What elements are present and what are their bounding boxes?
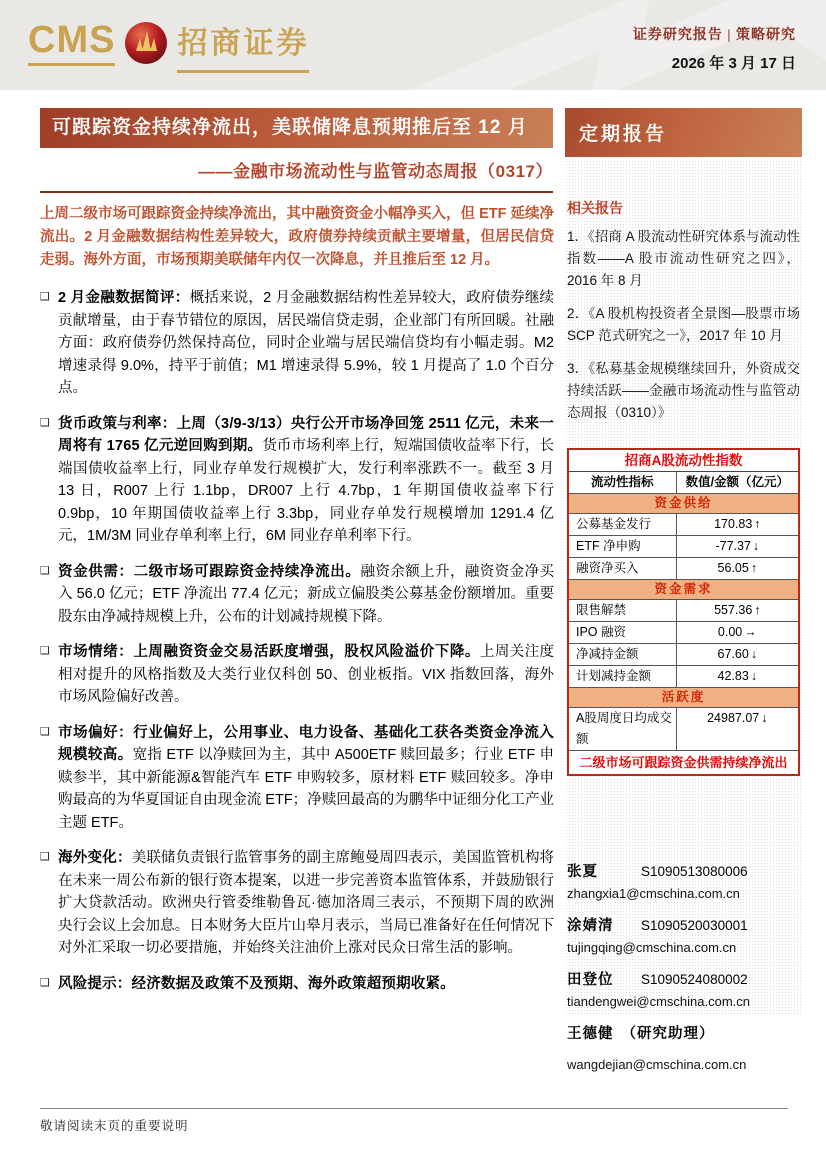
table-row: 限售解禁 557.36 ↑ xyxy=(569,600,798,622)
report-subtitle-row xyxy=(40,157,553,193)
analyst-name: 田登位 xyxy=(567,972,614,988)
analyst-email[interactable]: zhangxia1@cmschina.com.cn xyxy=(567,886,740,901)
right-arrow-icon: → xyxy=(744,625,757,639)
up-arrow-icon: ↑ xyxy=(754,603,761,617)
table-row: 公募基金发行 170.83 ↑ xyxy=(569,514,798,536)
report-type-badge: 定期报告 xyxy=(565,108,802,157)
analyst-email[interactable]: tujingqing@cmschina.com.cn xyxy=(567,940,737,955)
analyst-name: 王德健 xyxy=(567,1026,614,1042)
cms-emblem-icon xyxy=(123,20,169,66)
down-arrow-icon: ↓ xyxy=(752,539,760,553)
down-arrow-icon: ↓ xyxy=(750,647,758,661)
bullet-lead: 货币政策与利率：上周（3/9-3/13）央行公开市场净回笼 2511 亿元，未来一周将有 1765 亿元逆回购到期。 xyxy=(58,415,554,454)
analyst-wangdejian xyxy=(567,1022,800,1072)
bullet-body: 上周关注度相对提升的风格指数及大类行业仅科创 50、创业板指。VIX 指数回落，海外市场风险偏好改善。 xyxy=(58,644,555,705)
report-date: 2026 年 3 月 17 日 xyxy=(671,55,796,72)
table-header-row xyxy=(569,472,798,494)
bullet-lead: 市场偏好：行业偏好上，公用事业、电力设备、基础化工获各类资金净流入规模较高。 xyxy=(58,724,554,763)
related-report-3: 3．《私募基金规模继续回升，外资成交持续活跃——金融市场流动性与监管动态周报（0310）》 xyxy=(567,361,800,420)
cms-logo xyxy=(28,18,309,73)
analyst-zhangxia xyxy=(567,860,800,901)
bullet-item-market-sentiment xyxy=(40,641,554,709)
square-bullet-icon: ❑ xyxy=(40,564,50,577)
related-report-2: 2．《A 股机构投资者全景图—股票市场 SCP 范式研究之一》，2017 年 10 月 xyxy=(567,306,800,343)
table-header-indicator: 流动性指标 xyxy=(569,472,677,493)
bullet-item-fund-supply-demand xyxy=(40,561,554,629)
report-title: 可跟踪资金持续净流出，美联储降息预期推后至 12 月 xyxy=(40,108,553,148)
table-row: 净减持金额 67.60 ↓ xyxy=(569,644,798,666)
related-report-1: 1．《招商 A 股流动性研究体系与流动性指数——A 股市流动性研究之四》，2016 年 8 月 xyxy=(567,229,800,288)
bullet-item-overseas-changes xyxy=(40,847,554,960)
table-row: 计划减持金额 42.83 ↓ xyxy=(569,666,798,688)
bullet-body: 融资余额上升，融资资金净买入 56.0 亿元；ETF 净流出 77.4 亿元；新成立偏股类公募基金份额增加。重要股东由净减持规模上升，公布的计划减持规模下降。 xyxy=(58,563,554,625)
bullet-lead: 2 月金融数据简评： xyxy=(58,290,190,306)
down-arrow-icon: ↓ xyxy=(761,711,768,725)
bullet-item-monetary-policy xyxy=(40,413,554,548)
analyst-email[interactable]: tiandengwei@cmschina.com.cn xyxy=(567,994,751,1009)
table-conclusion: 二级市场可跟踪资金供需持续净流出 xyxy=(579,755,788,770)
bullet-lead: 市场情绪：上周融资资金交易活跃度增强，股权风险溢价下降。 xyxy=(58,644,481,660)
analyst-license-id: S1090520030001 xyxy=(641,918,748,933)
report-subtitle: ——金融市场流动性与监管动态周报（0317） xyxy=(198,162,553,181)
brand-name: 招商证券 xyxy=(177,24,309,73)
analyst-list xyxy=(567,860,800,1072)
table-row: 融资净买入 56.05 ↑ xyxy=(569,558,798,580)
bullet-lead: 海外变化： xyxy=(58,850,132,866)
table-row: IPO 融资 0.00 → xyxy=(569,622,798,644)
analyst-license-id: S1090513080006 xyxy=(641,864,748,879)
bullet-body: 货币市场利率上行，短端国债收益率下行，长端国债收益率上行，同业存单发行规模扩大，发行利率涨跌不一。截至 3 月 13 日，R007 上行 1.1bp，DR007 上行 4.7bp，1 年期国债收益率下行 0.9bp，10 年期国债收益率上行 3.3bp，同业存单发行规模增加 1291.4 亿元，1M/3M 同业存单利率上行，6M 同业存单利率下行。 xyxy=(58,438,554,544)
analyst-email[interactable]: wangdejian@cmschina.com.cn xyxy=(567,1057,747,1072)
report-category: 证券研究报告 | 策略研究 xyxy=(632,28,796,43)
page-header xyxy=(0,0,826,90)
analyst-tujingqing xyxy=(567,914,800,955)
table-row: ETF 净申购 -77.37 ↓ xyxy=(569,536,798,558)
bullet-body: 宽指 ETF 以净赎回为主，其中 A500ETF 赎回最多；行业 ETF 申赎参半，其中新能源&智能汽车 ETF 申购较多，原材料 ETF 赎回较多。净申购最高的为华夏国证自由现金流 ETF；净赎回最高的为鹏华中证细分化工产业主题 ETF。 xyxy=(58,747,554,831)
analyst-name: 涂婧清 xyxy=(567,918,614,934)
down-arrow-icon: ↓ xyxy=(750,669,758,683)
bullet-item-finance-data xyxy=(40,287,554,400)
analyst-tiandengwei xyxy=(567,968,800,1009)
related-reports-title: 相关报告 xyxy=(567,200,623,216)
main-content xyxy=(40,203,554,1008)
analyst-license-id: S1090524080002 xyxy=(641,972,748,987)
liquidity-index-table xyxy=(567,448,800,776)
up-arrow-icon: ↑ xyxy=(750,561,758,575)
bullet-item-risk-warning xyxy=(40,973,554,996)
sidebar xyxy=(565,160,802,1072)
table-row: A股周度日均成交额 24987.07 ↓ xyxy=(569,708,798,751)
square-bullet-icon: ❑ xyxy=(40,645,50,657)
bullet-body: 概括来说，2 月金融数据结构性差异较大，政府债券继续贡献增量，由于春节错位的原因，居民端信贷走弱，企业部门有所回暖。社融方面：政府债券仍然保持高位，同时企业端与居民端信贷均有小幅走弱。M2 增速录得 9.0%，持平于前值；M1 增速录得 5.9%，较 1 月提高了 1.0 个百分点。 xyxy=(58,290,555,396)
square-bullet-icon: ❑ xyxy=(40,725,50,738)
table-section-row: 资金供给 xyxy=(569,494,798,514)
square-bullet-icon: ❑ xyxy=(40,851,50,863)
analyst-name: 张夏 xyxy=(567,864,598,880)
bullet-lead: 资金供需：二级市场可跟踪资金持续净流出。 xyxy=(58,563,361,580)
table-section-row: 资金需求 xyxy=(569,580,798,600)
analyst-role: （研究助理） xyxy=(621,1026,715,1042)
footer-divider xyxy=(40,1108,788,1109)
bullet-body: 美联储负责银行监管事务的副主席鲍曼周四表示，美国监管机构将在未来一周公布新的银行资本提案，以进一步完善资本监管体系，并鼓励银行扩大贷款活动。欧洲央行管委维勒鲁瓦·德加洛周三表示，不预期下周的欧洲央行会议上会加息。日本财务大臣片山皋月表示，当局已准备好在任何情况下对外汇采取一切必要措施，并始终关注油价上涨对民众日常生活的影响。 xyxy=(58,850,555,956)
square-bullet-icon: ❑ xyxy=(40,976,50,989)
bullet-lead: 风险提示：经济数据及政策不及预期、海外政策超预期收紧。 xyxy=(58,975,455,992)
square-bullet-icon: ❑ xyxy=(40,291,50,303)
bullet-item-market-preference xyxy=(40,722,554,835)
square-bullet-icon: ❑ xyxy=(40,416,50,429)
up-arrow-icon: ↑ xyxy=(754,517,761,531)
cms-logo-text: CMS xyxy=(28,18,115,66)
table-section-row: 活跃度 xyxy=(569,688,798,708)
summary-paragraph: 上周二级市场可跟踪资金持续净流出，其中融资资金小幅净买入，但 ETF 延续净流出。2 月金融数据结构性差异较大，政府债券持续贡献主要增量，但居民信贷走弱。海外方面，市场预期美联储年内仅一次降息，并且推后至 12 月。 xyxy=(40,206,554,268)
table-title: 招商A股流动性指数 xyxy=(569,450,798,472)
table-header-value: 数值/金额（亿元） xyxy=(685,475,790,489)
footer-note: 敬请阅读末页的重要说明 xyxy=(40,1119,189,1133)
